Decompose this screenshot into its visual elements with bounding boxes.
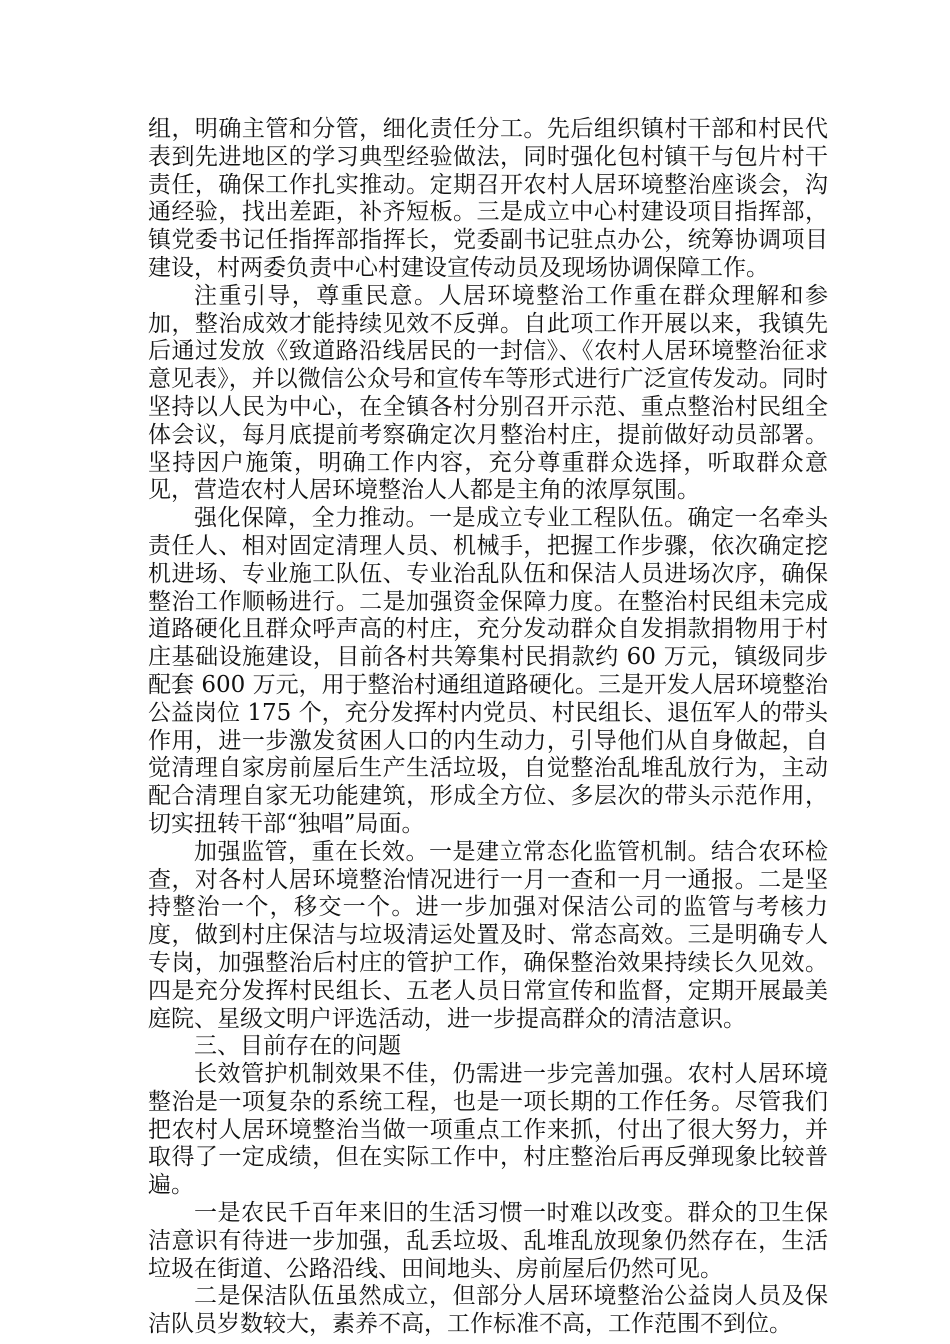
paragraph-responsibility: 组，明确主管和分管，细化责任分工。先后组织镇村干部和村民代表到先进地区的学习典型经验做法，同时强化包村镇干与包片村干责任，确保工作扎实推动。定期召开农村人居环境整治座谈会，沟通经验，找出差距，补齐短板。三是成立中心村建设项目指挥部，镇党委书记任指挥部指挥长，党委副书记驻点办公，统筹协调项目建设，村两委负责中心村建设宣传动员及现场协调保障工作。 — [148, 116, 828, 281]
document-body — [148, 116, 828, 1339]
paragraph-problem-overview: 长效管护机制效果不佳，仍需进一步完善加强。农村人居环境整治是一项复杂的系统工程，也是一项长期的工作任务。尽管我们把农村人居环境整治当做一项重点工作来抓，付出了很大努力，并取得了一定成绩，但在实际工作中，村庄整治后再反弹现象比较普遍。 — [148, 1061, 828, 1199]
paragraph-problem-habits: 一是农民千百年来旧的生活习惯一时难以改变。群众的卫生保洁意识有待进一步加强，乱丢垃圾、乱堆乱放现象仍然存在，生活垃圾在街道、公路沿线、田间地头、房前屋后仍然可见。 — [148, 1200, 828, 1282]
paragraph-problem-staff: 二是保洁队伍虽然成立，但部分人居环境整治公益岗人员及保洁队员岁数较大，素养不高，工作标准不高，工作范围不到位。 — [148, 1283, 828, 1338]
section-heading: 三、目前存在的问题 — [194, 1033, 401, 1060]
paragraph-guidance: 注重引导，尊重民意。人居环境整治工作重在群众理解和参加，整治成效才能持续见效不反弹。自此项工作开展以来，我镇先后通过发放《致道路沿线居民的一封信》、《农村人居环境整治征求意见表》，并以微信公众号和宣传车等形式进行广泛宣传发动。同时坚持以人民为中心，在全镇各村分别召开示范、重点整治村民组全体会议，每月底提前考察确定次月整治村庄，提前做好动员部署。坚持因户施策，明确工作内容，充分尊重群众选择，听取群众意见，营造农村人居环境整治人人都是主角的浓厚氛围。 — [148, 282, 828, 504]
paragraph-supervision: 加强监管，重在长效。一是建立常态化监管机制。结合农环检查，对各村人居环境整治情况进行一月一查和一月一通报。二是坚持整治一个，移交一个。进一步加强对保洁公司的监管与考核力度，做到村庄保洁与垃圾清运处置及时、常态高效。三是明确专人专岗，加强整治后村庄的管护工作，确保整治效果持续长久见效。四是充分发挥村民组长、五老人员日常宣传和监督，定期开展最美庭院、星级文明户评选活动，进一步提高群众的清洁意识。 — [148, 838, 828, 1032]
paragraph-guarantee: 强化保障，全力推动。一是成立专业工程队伍。确定一名牵头责任人、相对固定清理人员、机械手，把握工作步骤，依次确定挖机进场、专业施工队伍、专业治乱队伍和保洁人员进场次序，确保整治工作顺畅进行。二是加强资金保障力度。在整治村民组未完成道路硬化且群众呼声高的村庄，充分发动群众自发捐款捐物用于村庄基础设施建设，目前各村共筹集村民捐款约 60 万元，镇级同步配套 600 万元，用于整治村通组道路硬化。三是开发人居环境整治公益岗位 175 个，充分发挥村内党员、村民组长、退伍军人的带头作用，进一步激发贫困人口的内生动力，引导他们从自身做起，自觉清理自家房前屋后生产生活垃圾，自觉整治乱堆乱放行为，主动配合清理自家无功能建筑，形成全方位、多层次的带头示范作用，切实扭转干部“独唱”局面。 — [148, 505, 828, 837]
